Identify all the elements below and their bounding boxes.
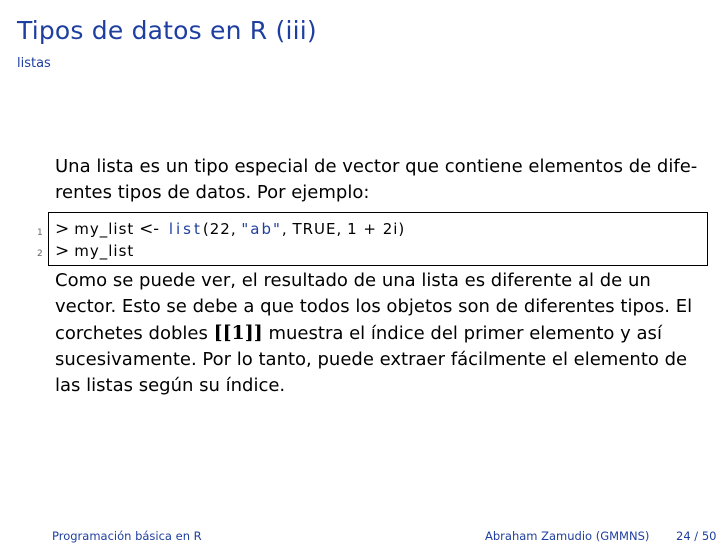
explanation-line-2: vector. Esto se debe a que todos los objetos son de diferentes tipos. El <box>55 296 693 317</box>
assign-operator: <- <box>139 219 160 239</box>
explanation-line-3-pre: corchetes dobles <box>55 323 214 344</box>
explanation-line-3-post: muestra el índice del primer elemento y así <box>262 323 662 344</box>
code-arg-4: 1 + 2i <box>347 220 399 238</box>
code-sep-1: , <box>230 220 237 238</box>
code-var: my_list <box>74 220 135 238</box>
prompt-symbol: > <box>55 241 70 261</box>
code-line-1 <box>55 219 405 239</box>
explanation-line-1: Como se puede ver, el resultado de una lista es diferente al de un <box>55 270 651 291</box>
intro-paragraph <box>55 154 707 206</box>
intro-line-2: rentes tipos de datos. Por ejemplo: <box>55 182 370 203</box>
code-close-paren: ) <box>398 220 406 238</box>
explanation-paragraph <box>55 268 707 399</box>
code-var: my_list <box>74 242 135 260</box>
code-function: list <box>168 220 203 238</box>
footer-author: Abraham Zamudio (GMMNS) <box>485 529 650 543</box>
slide-subtitle: listas <box>17 56 51 71</box>
explanation-line-3 <box>55 320 707 347</box>
slide-title: Tipos de datos en R (iii) <box>17 16 317 45</box>
code-line-number-2: 2 <box>37 249 43 259</box>
code-sep-2: , <box>281 220 288 238</box>
code-arg-1: 22 <box>209 220 231 238</box>
footer-page-number: 24 / 50 <box>676 529 717 543</box>
explanation-line-5: las listas según su índice. <box>55 375 286 396</box>
footer-course: Programación básica en R <box>52 529 202 543</box>
explanation-line-4: sucesivamente. Por lo tanto, puede extraer fácilmente el elemento de <box>55 349 688 370</box>
intro-line-1: Una lista es un tipo especial de vector que contiene elementos de dife- <box>55 156 698 177</box>
code-line-number-1: 1 <box>37 228 43 238</box>
double-bracket-index: [[1]] <box>213 322 263 344</box>
code-open-paren: ( <box>202 220 210 238</box>
code-arg-3: TRUE, <box>292 220 343 238</box>
prompt-symbol: > <box>55 219 70 239</box>
code-arg-2: "ab" <box>241 220 282 238</box>
code-line-2 <box>55 241 134 261</box>
